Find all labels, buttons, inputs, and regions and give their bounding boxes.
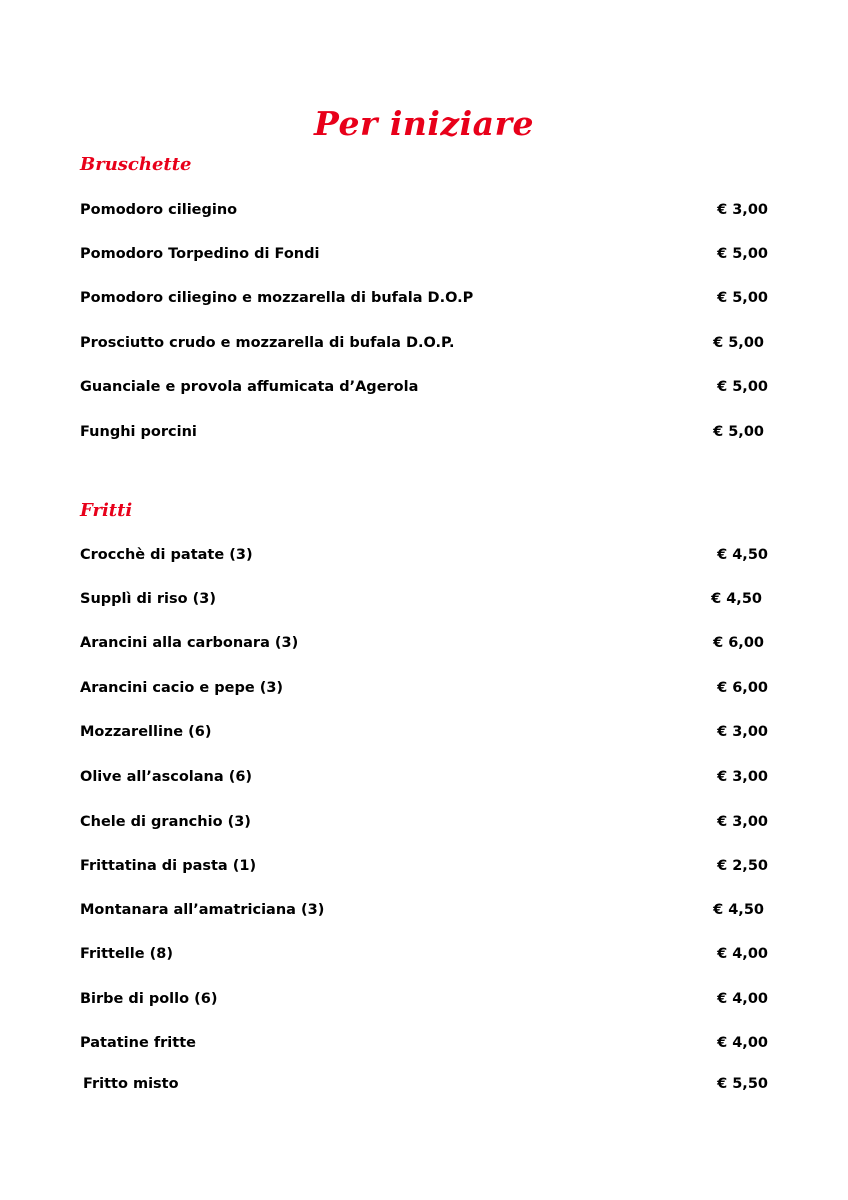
menu-item [80, 547, 768, 567]
menu-item-price: € 5,00 [713, 335, 764, 351]
menu-item-price: € 3,00 [717, 724, 768, 740]
menu-item [80, 724, 768, 744]
menu-item [80, 991, 768, 1011]
menu-item [80, 290, 768, 310]
menu-item [80, 814, 768, 834]
menu-item [80, 591, 768, 611]
menu-item-name: Pomodoro ciliegino e mozzarella di bufala D.O.P [80, 290, 474, 306]
menu-item [80, 858, 768, 878]
menu-item [80, 635, 768, 655]
menu-item-name: Funghi porcini [80, 424, 197, 440]
menu-item-price: € 4,00 [717, 991, 768, 1007]
menu-item-price: € 5,00 [717, 290, 768, 306]
menu-item [80, 379, 768, 399]
menu-item-price: € 5,00 [717, 246, 768, 262]
menu-item-price: € 6,00 [713, 635, 764, 651]
menu-item-price: € 2,50 [717, 858, 768, 874]
menu-item [80, 946, 768, 966]
menu-item [80, 902, 768, 922]
menu-item-name: Crocchè di patate (3) [80, 547, 253, 563]
menu-item-price: € 5,00 [717, 379, 768, 395]
menu-item-name: Arancini cacio e pepe (3) [80, 680, 284, 696]
menu-item [83, 1076, 768, 1096]
section-title-bruschette: Bruschette [80, 154, 192, 175]
menu-item-name: Olive all’ascolana (6) [80, 769, 253, 785]
menu-item-name: Frittelle (8) [80, 946, 173, 962]
menu-item-price: € 4,50 [711, 591, 762, 607]
menu-item [80, 335, 768, 355]
menu-item-price: € 6,00 [717, 680, 768, 696]
menu-item-name: Frittatina di pasta (1) [80, 858, 257, 874]
menu-item-price: € 4,50 [717, 547, 768, 563]
menu-item-name: Mozzarelline (6) [80, 724, 212, 740]
menu-item [80, 246, 768, 266]
menu-item-price: € 3,00 [717, 202, 768, 218]
menu-item-name: Arancini alla carbonara (3) [80, 635, 299, 651]
menu-item-name: Fritto misto [83, 1076, 179, 1092]
menu-item-name: Pomodoro Torpedino di Fondi [80, 246, 320, 262]
menu-item-name: Pomodoro ciliegino [80, 202, 238, 218]
menu-item [80, 680, 768, 700]
menu-item [80, 1035, 768, 1055]
menu-item-name: Patatine fritte [80, 1035, 196, 1051]
menu-item-name: Supplì di riso (3) [80, 591, 217, 607]
page-title: Per iniziare [314, 104, 534, 143]
menu-item-price: € 3,00 [717, 814, 768, 830]
menu-item [80, 202, 768, 222]
menu-item [80, 769, 768, 789]
menu-item-name: Prosciutto crudo e mozzarella di bufala D.O.P. [80, 335, 455, 351]
menu-item-name: Birbe di pollo (6) [80, 991, 218, 1007]
menu-item-price: € 4,50 [713, 902, 764, 918]
menu-item-name: Chele di granchio (3) [80, 814, 251, 830]
menu-item-price: € 5,50 [717, 1076, 768, 1092]
menu-item-name: Guanciale e provola affumicata d’Agerola [80, 379, 419, 395]
menu-item-name: Montanara all’amatriciana (3) [80, 902, 325, 918]
section-title-fritti: Fritti [80, 500, 133, 521]
menu-item [80, 424, 768, 444]
menu-item-price: € 3,00 [717, 769, 768, 785]
menu-item-price: € 4,00 [717, 946, 768, 962]
menu-item-price: € 5,00 [713, 424, 764, 440]
menu-item-price: € 4,00 [717, 1035, 768, 1051]
